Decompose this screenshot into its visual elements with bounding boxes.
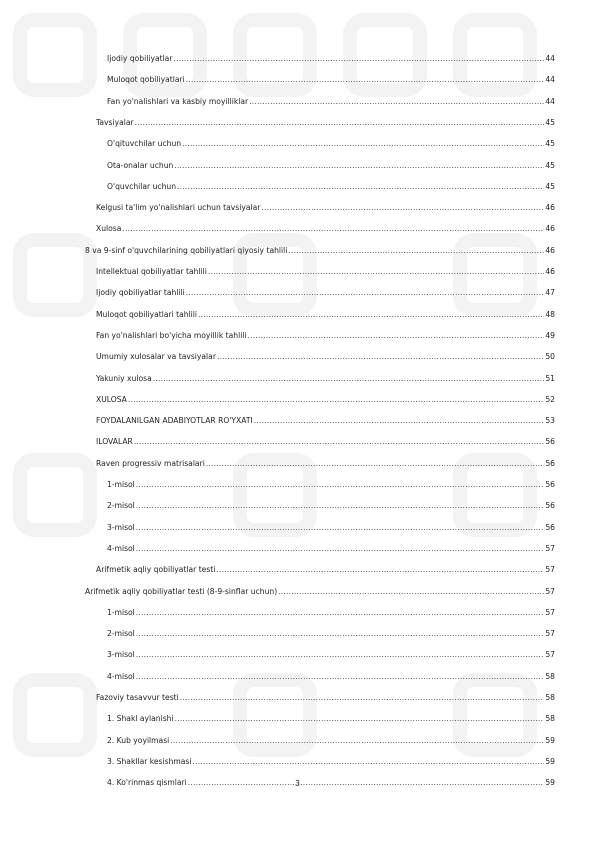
- toc-entry[interactable]: [85, 585, 555, 599]
- toc-entry-title: Kelgusi ta'lim yo'nalishlari uchun tavsiyalar: [96, 203, 261, 213]
- toc-entry-title: Yakuniy xulosa: [96, 373, 152, 383]
- toc-entry-page: 56: [545, 458, 555, 468]
- toc-entry-page: 44: [545, 54, 555, 63]
- toc-entry[interactable]: [107, 73, 555, 87]
- toc-entry-title: FOYDALANILGAN ADABIYOTLAR RO'YXATI: [96, 416, 253, 426]
- toc-dot-leader: [136, 648, 544, 662]
- toc-entry[interactable]: [107, 521, 555, 535]
- toc-entry-page: 45: [545, 160, 555, 170]
- toc-entry-page: 57: [545, 543, 555, 553]
- toc-dot-leader: [208, 265, 544, 279]
- toc-entry-title: Raven progressiv matrisalari: [96, 458, 205, 468]
- toc-entry-title: 4. Ko'rinmas qismlari: [107, 778, 187, 788]
- toc-entry-title: Fan yo'nalishlari va kasbiy moyilliklar: [107, 96, 249, 106]
- toc-entry-title: 3-misol: [107, 650, 135, 660]
- toc-entry-page: 56: [545, 522, 555, 532]
- toc-entry-page: 46: [545, 224, 555, 234]
- toc-entry-title: O'qituvchilar uchun: [107, 139, 182, 149]
- toc-entry[interactable]: [107, 499, 555, 513]
- toc-entry-page: 59: [545, 735, 555, 745]
- toc-entry[interactable]: [107, 180, 555, 194]
- toc-entry-page: 45: [545, 117, 555, 127]
- toc-entry-title: 2. Kub yoyilmasi: [107, 735, 170, 745]
- toc-entry-page: 48: [545, 309, 555, 319]
- toc-entry-page: 44: [545, 75, 555, 85]
- toc-entry[interactable]: [107, 52, 555, 66]
- toc-dot-leader: [198, 308, 544, 322]
- toc-entry-page: 56: [545, 501, 555, 511]
- toc-dot-leader: [180, 691, 544, 705]
- toc-entry-page: 46: [545, 267, 555, 276]
- toc-entry[interactable]: [107, 734, 555, 748]
- toc-entry-title: Umumiy xulosalar va tavsiyalar: [96, 352, 216, 362]
- toc-entry-page: 50: [545, 352, 555, 362]
- toc-entry-title: O'quvchilar uchun: [107, 181, 177, 191]
- toc-dot-leader: [122, 222, 544, 236]
- toc-dot-leader: [136, 627, 544, 641]
- toc-dot-leader: [134, 435, 544, 449]
- toc-entry-title: 4-misol: [107, 543, 135, 553]
- toc-entry[interactable]: [96, 286, 555, 300]
- toc-entry[interactable]: [96, 393, 555, 407]
- toc-entry-title: Intellektual qobiliyatlar tahlili: [96, 267, 207, 276]
- toc-entry-title: 2-misol: [107, 501, 135, 511]
- toc-entry-page: 49: [545, 330, 555, 340]
- toc-entry[interactable]: [96, 222, 555, 236]
- toc-entry-title: Ota-onalar uchun: [107, 160, 174, 170]
- toc-entry-page: 47: [545, 288, 555, 298]
- toc-entry-title: XULOSA: [96, 394, 127, 404]
- toc-dot-leader: [288, 244, 544, 258]
- toc-entry-title: Muloqot qobiliyatlari: [107, 75, 185, 85]
- toc-entry-title: 3. Shakllar kesishmasi: [107, 756, 192, 766]
- toc-dot-leader: [136, 606, 544, 620]
- toc-dot-leader: [186, 286, 544, 300]
- toc-dot-leader: [248, 329, 544, 343]
- toc-entry[interactable]: [96, 414, 555, 428]
- toc-entry[interactable]: [85, 244, 555, 258]
- toc-dot-leader: [177, 180, 544, 194]
- toc-entry-page: 46: [545, 245, 555, 255]
- toc-entry-page: 58: [545, 693, 555, 702]
- toc-entry[interactable]: [107, 670, 555, 684]
- toc-entry-title: Arifmetik aqliy qobiliyatlar testi (8-9-sinflar uchun): [85, 586, 278, 596]
- toc-entry-page: 59: [545, 756, 555, 766]
- toc-entry[interactable]: [96, 329, 555, 343]
- toc-dot-leader: [128, 393, 544, 407]
- toc-entry-title: 2-misol: [107, 629, 135, 639]
- toc-entry[interactable]: [107, 542, 555, 556]
- toc-dot-leader: [136, 542, 544, 556]
- toc-entry[interactable]: [107, 627, 555, 641]
- toc-entry-page: 53: [545, 416, 555, 426]
- toc-dot-leader: [175, 712, 544, 726]
- toc-entry-page: 57: [545, 586, 555, 596]
- toc-entry-page: 45: [545, 139, 555, 149]
- toc-entry-title: Fazoviy tasavvur testi: [96, 693, 179, 702]
- toc-dot-leader: [278, 585, 544, 599]
- toc-entry[interactable]: [96, 372, 555, 386]
- toc-entry-page: 59: [545, 778, 555, 788]
- toc-dot-leader: [136, 521, 544, 535]
- toc-entry-title: 1-misol: [107, 607, 135, 617]
- toc-entry-page: 45: [545, 181, 555, 191]
- toc-dot-leader: [173, 52, 544, 66]
- toc-entry-title: 8 va 9-sinf o'quvchilarining qobiliyatlari qiyosiy tahlili: [85, 245, 288, 255]
- toc-entry[interactable]: [96, 435, 555, 449]
- toc-entry[interactable]: [96, 308, 555, 322]
- toc-dot-leader: [136, 670, 544, 684]
- toc-dot-leader: [216, 563, 544, 577]
- toc-entry-title: Fan yo'nalishlari bo'yicha moyillik tahlili: [96, 330, 247, 340]
- toc-entry-page: 56: [545, 437, 555, 447]
- toc-dot-leader: [182, 137, 544, 151]
- toc-entry[interactable]: [107, 137, 555, 151]
- toc-entry[interactable]: [96, 265, 555, 279]
- toc-entry-title: Ijodiy qobiliyatlar tahlili: [96, 288, 185, 298]
- toc-entry-page: 46: [545, 203, 555, 213]
- toc-entry-title: 1. Shakl aylanishi: [107, 714, 174, 724]
- toc-entry[interactable]: [96, 201, 555, 215]
- toc-entry-title: Ijodiy qobiliyatlar: [107, 54, 173, 63]
- toc-entry-title: 4-misol: [107, 671, 135, 681]
- toc-entry-page: 56: [545, 480, 555, 489]
- toc-dot-leader: [217, 350, 544, 364]
- toc-dot-leader: [206, 457, 544, 471]
- toc-entry[interactable]: [96, 350, 555, 364]
- toc-entry-page: 57: [545, 650, 555, 660]
- toc-entry[interactable]: [107, 159, 555, 173]
- toc-dot-leader: [193, 755, 544, 769]
- toc-entry[interactable]: [96, 563, 555, 577]
- toc-entry-title: 1-misol: [107, 480, 135, 489]
- toc-entry[interactable]: [107, 606, 555, 620]
- toc-entry[interactable]: [96, 116, 555, 130]
- toc-entry[interactable]: [107, 755, 555, 769]
- toc-entry-title: Muloqot qobiliyatlari tahlili: [96, 309, 198, 319]
- toc-entry[interactable]: [96, 691, 555, 705]
- toc-entry[interactable]: [107, 478, 555, 492]
- toc-entry-title: Tavsiyalar: [96, 117, 134, 127]
- toc-dot-leader: [254, 414, 544, 428]
- toc-entry[interactable]: [96, 457, 555, 471]
- toc-entry-page: 57: [545, 607, 555, 617]
- toc-dot-leader: [135, 116, 544, 130]
- toc-entry-page: 58: [545, 714, 555, 724]
- toc-dot-leader: [186, 73, 544, 87]
- toc-entry-title: Arifmetik aqliy qobiliyatlar testi: [96, 565, 216, 575]
- toc-dot-leader: [136, 478, 544, 492]
- toc-dot-leader: [261, 201, 544, 215]
- toc-entry[interactable]: [107, 95, 555, 109]
- toc-dot-leader: [249, 95, 544, 109]
- toc-entry-title: ILOVALAR: [96, 437, 133, 447]
- toc-dot-leader: [170, 734, 544, 748]
- toc-dot-leader: [136, 499, 544, 513]
- toc-entry-page: 44: [545, 96, 555, 106]
- toc-dot-leader: [174, 159, 544, 173]
- toc-entry-page: 52: [545, 394, 555, 404]
- toc-entry-page: 51: [545, 373, 555, 383]
- toc-entry[interactable]: [107, 648, 555, 662]
- toc-entry-title: Xulosa: [96, 224, 122, 234]
- toc-entry-page: 58: [545, 671, 555, 681]
- toc-entry[interactable]: [107, 712, 555, 726]
- toc-dot-leader: [153, 372, 544, 386]
- toc-entry-page: 57: [545, 565, 555, 575]
- page-number: 3: [295, 779, 300, 788]
- toc-entry-page: 57: [545, 629, 555, 639]
- toc-entry-title: 3-misol: [107, 522, 135, 532]
